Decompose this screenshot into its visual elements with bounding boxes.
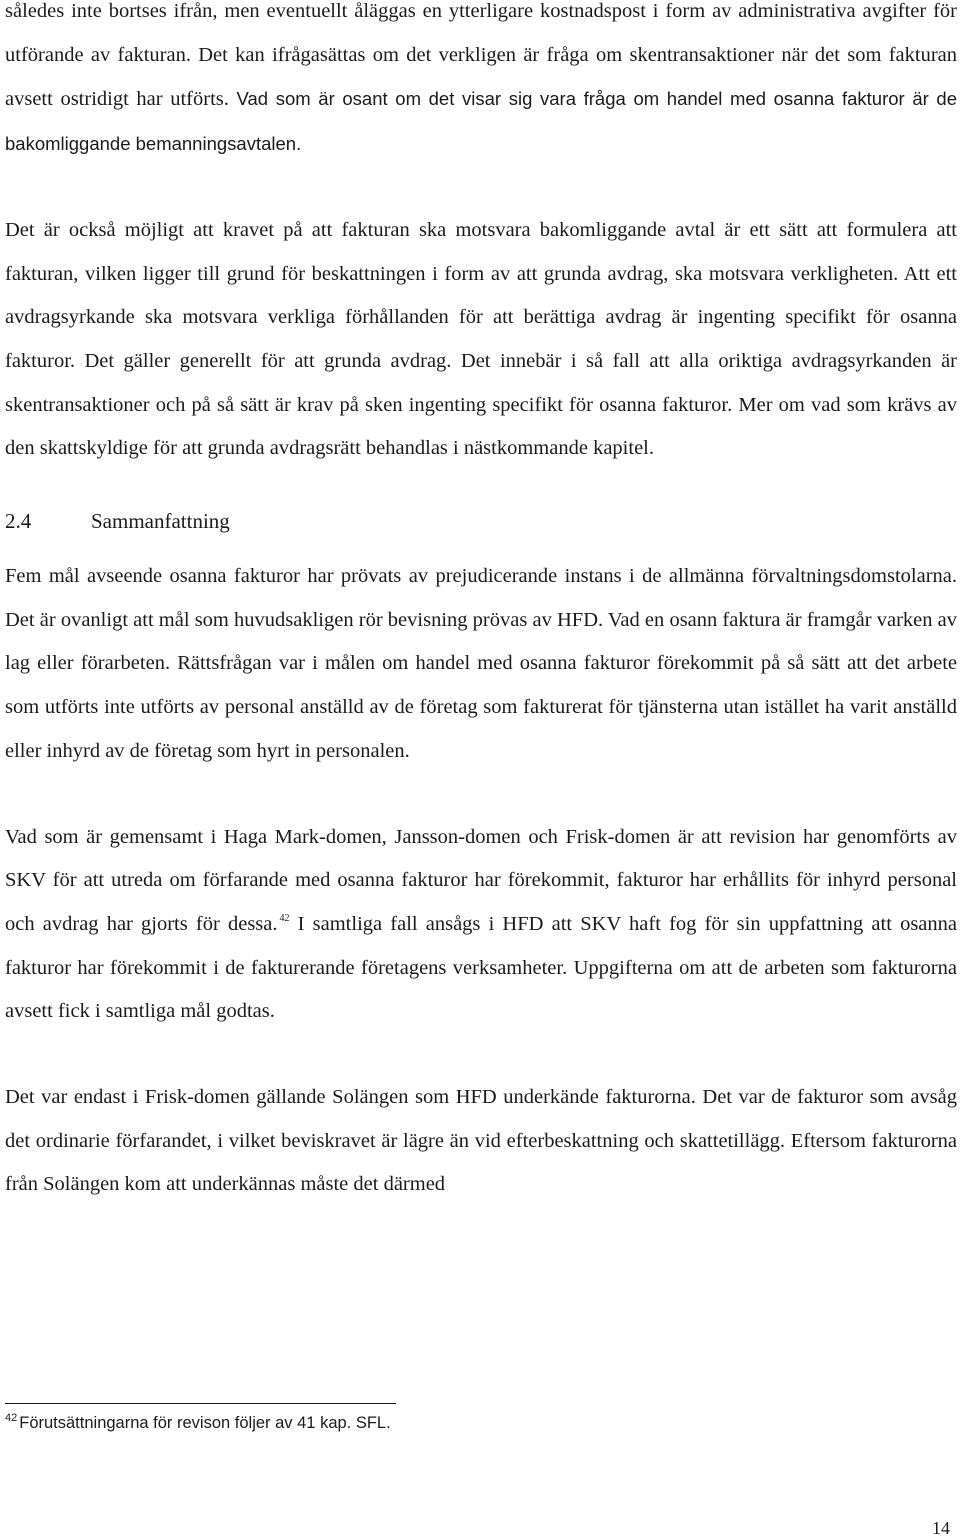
paragraph-avdrag: Det är också möjligt att kravet på att fakturan ska motsvara bakomliggande avtal är ett sätt att formulera att fakturan, vilken ligger till grund för beskattningen i form av att grunda avdrag, ska motsvara verkligheten. Att ett avdragsyrkande ska motsvara verkliga förhållanden för att berättiga avdrag är ingenting specifikt för osanna fakturor. Det gäller generellt för att grunda avdrag. Det innebär i så fall att alla oriktiga avdragsyrkanden är skentransaktioner och på så sätt är krav på sken ingenting specifikt för osanna fakturor. Mer om vad som krävs av den skattskyldige för att grunda avdragsrätt behandlas i nästkommande kapitel. <box>5 218 957 460</box>
paragraph-spacer <box>5 543 957 555</box>
paragraph-spacer <box>5 1034 957 1076</box>
paragraph-intro <box>5 0 957 167</box>
paragraph-common <box>5 816 957 1035</box>
section-title: Sammanfattning <box>91 509 230 534</box>
paragraph-intro-sans: Vad som är osant om det visar sig vara fråga om handel med osanna fakturor är de bakomliggande bemanningsavtalen. <box>5 88 957 155</box>
footnote-text: Förutsättningarna för revison följer av 41 kap. SFL. <box>19 1414 391 1432</box>
footnote-marker: 42 <box>5 1412 18 1424</box>
footnote-separator <box>5 1403 396 1404</box>
footnote-reference[interactable]: 42 <box>279 912 290 924</box>
paragraph-common-text-cont: I samtliga fall ansågs i HFD att SKV haft fog för sin uppfattning att osanna fakturor har förekommit i de fakturerande företagens verksamheter. Uppgifterna om att de arbeten som fakturorna avsett fick i samtliga mål godtas. <box>5 912 957 1023</box>
section-number: 2.4 <box>5 509 32 534</box>
section-heading <box>5 499 957 543</box>
page-content <box>5 0 957 1207</box>
paragraph-spacer <box>5 471 957 499</box>
paragraph-common-text: Vad som är gemensamt i Haga Mark-domen, Jansson-domen och Frisk-domen är att revision har genomförts av SKV för att utreda om förfarande med osanna fakturor har förekommit, fakturor har erhållits för inhyrd personal och avdrag har gjorts för dessa. <box>5 825 957 935</box>
paragraph-intro-serif: således inte bortses ifrån, men eventuellt åläggas en ytterligare kostnadspost i form av administrativa avgifter för utförande av fakturan. Det kan ifrågasättas om det verkligen är fråga om skentransaktioner när det som fakturan avsett ostridigt har utförts. <box>5 0 957 111</box>
paragraph-spacer <box>5 167 957 209</box>
paragraph-summary: Fem mål avseende osanna fakturor har prövats av prejudicerande instans i de allmänna förvaltningsdomstolarna. Det är ovanligt att mål som huvudsakligen rör bevisning prövas av HFD. Vad en osann faktura är framgår varken av lag eller förarbeten. Rättsfrågan var i målen om handel med osanna fakturor förekommit på så sätt att det arbete som utförts inte utförts av personal anställd av de företag som fakturerat för tjänsterna utan istället ha varit anställd eller inhyrd av de företag som hyrt in personalen. <box>5 565 957 762</box>
paragraph-frisk: Det var endast i Frisk-domen gällande Solängen som HFD underkände fakturorna. Det var de fakturor som avsåg det ordinarie förfarandet, i vilket beviskravet är lägre än vid efterbeskattning och skattetillägg. Eftersom fakturorna från Solängen kom att underkännas måste det därmed <box>5 1086 957 1196</box>
footnote <box>5 1410 391 1436</box>
page-number: 14 <box>932 1518 950 1538</box>
paragraph-spacer <box>5 774 957 816</box>
